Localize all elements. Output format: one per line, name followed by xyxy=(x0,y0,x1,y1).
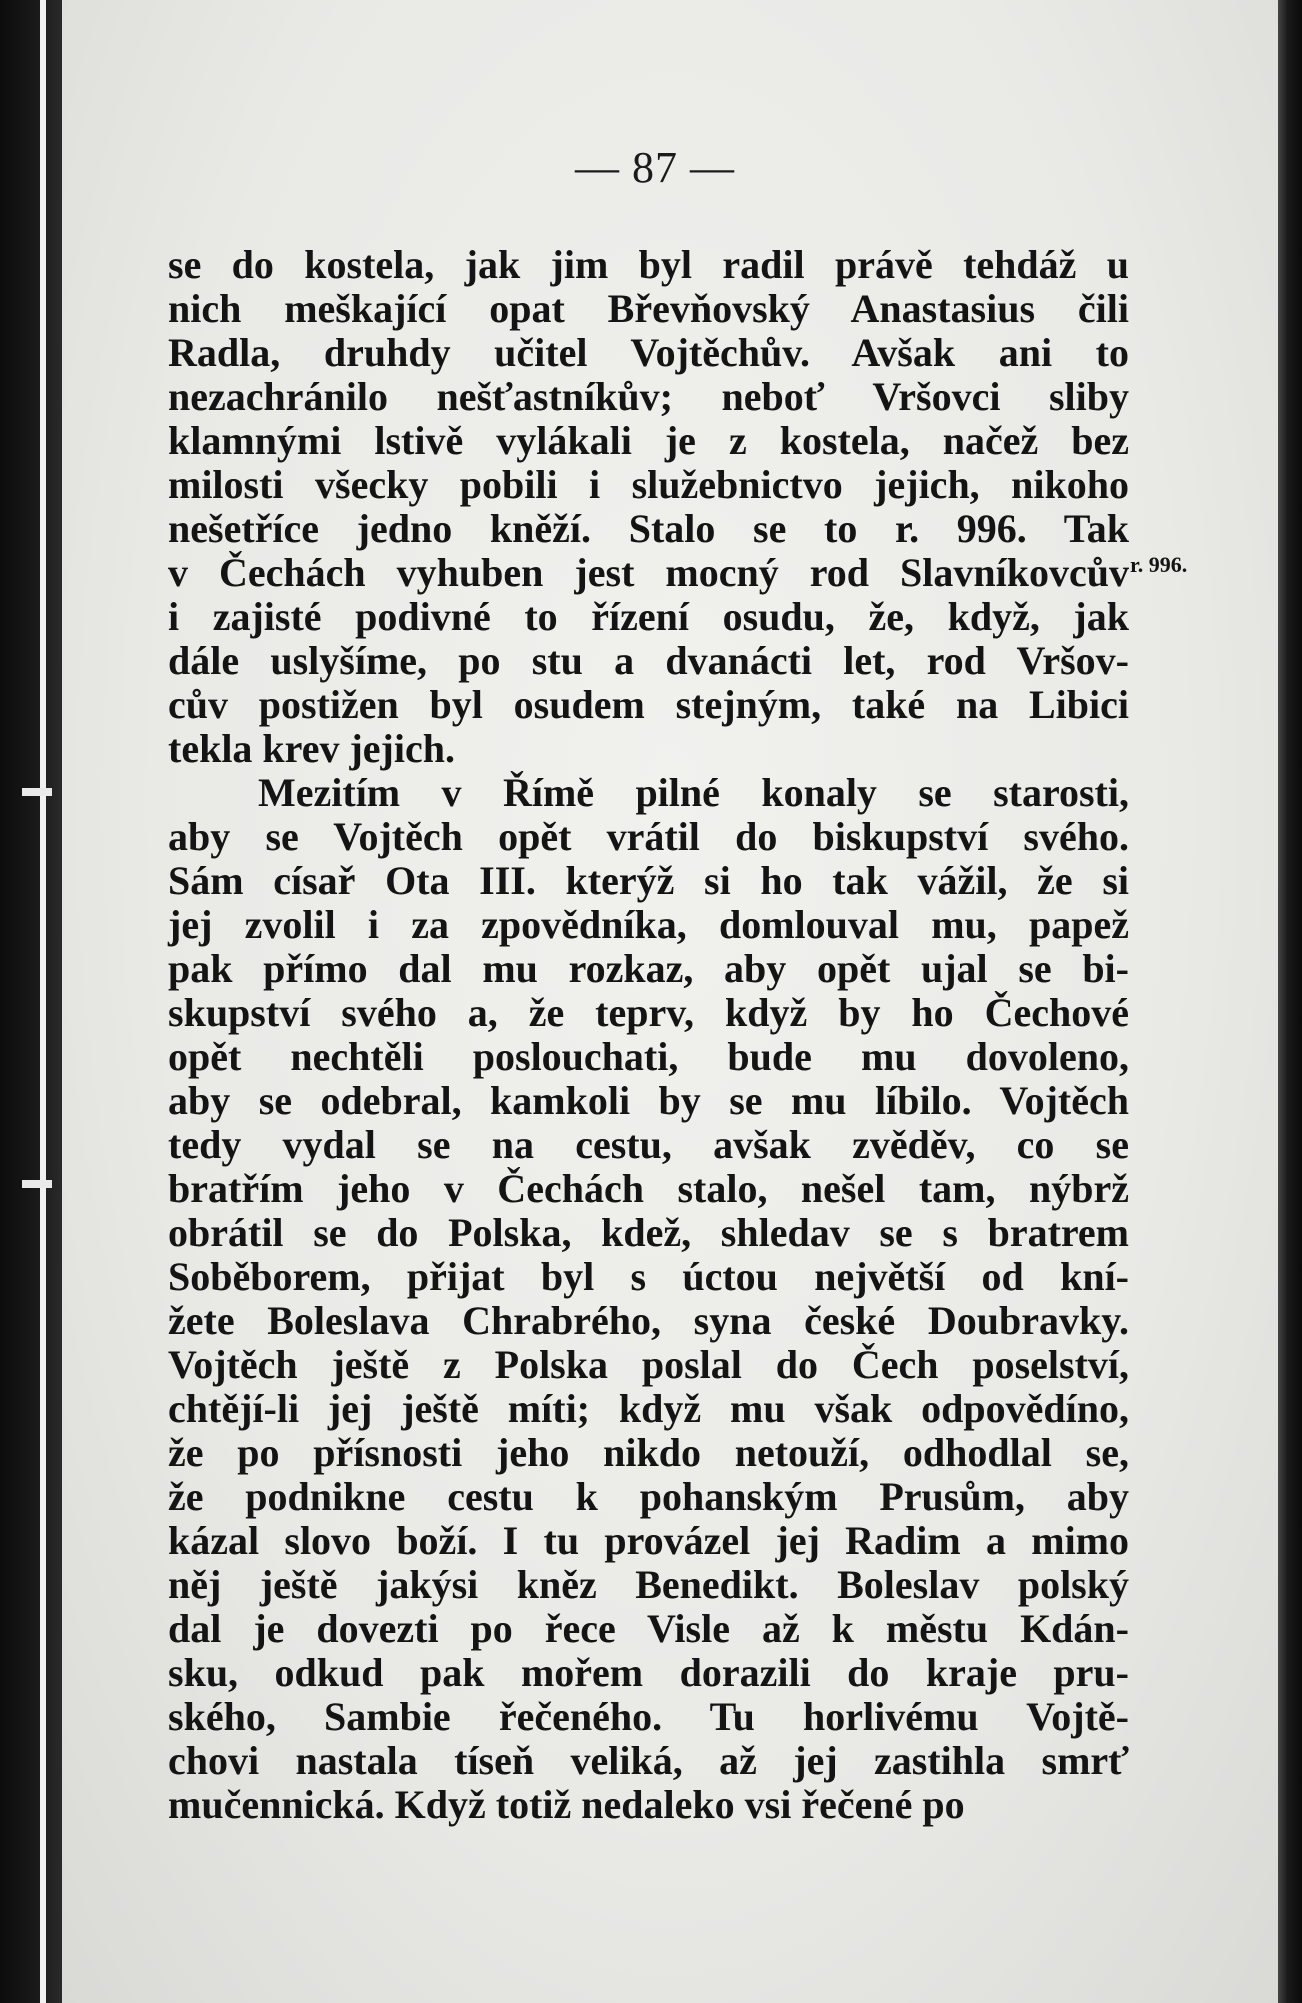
text-line: dal je dovezti po řece Visle až k městu Kdán- xyxy=(168,1606,1129,1651)
text-line: tekla krev jejich. xyxy=(168,726,455,771)
body-text xyxy=(168,243,1129,1827)
text-line: klamnými lstivě vylákali je z kostela, načež bez xyxy=(168,418,1129,463)
text-line: Vojtěch ještě z Polska poslal do Čech poselství, xyxy=(168,1342,1129,1387)
text-line: pak přímo dal mu rozkaz, aby opět ujal se bi- xyxy=(168,946,1129,991)
text-line: kázal slovo boží. I tu provázel jej Radim a mimo xyxy=(168,1518,1129,1563)
text-line: dále uslyšíme, po stu a dvanácti let, rod Vršov- xyxy=(168,638,1129,683)
text-line: že podnikne cestu k pohanským Prusům, aby xyxy=(168,1474,1129,1519)
text-line: nich meškající opat Břevňovský Anastasius čili xyxy=(168,286,1129,331)
text-line: Soběborem, přijat byl s úctou největší od kní- xyxy=(168,1254,1129,1299)
text-line: nešetříce jedno kněží. Stalo se to r. 996. Tak xyxy=(168,506,1129,551)
text-line: žete Boleslava Chrabrého, syna české Doubravky. xyxy=(168,1298,1129,1343)
text-line: se do kostela, jak jim byl radil právě tehdáž u xyxy=(168,242,1129,287)
text-line: aby se odebral, kamkoli by se mu líbilo. Vojtěch xyxy=(168,1078,1129,1123)
text-line: cův postižen byl osudem stejným, také na Libici xyxy=(168,682,1129,727)
text-line: obrátil se do Polska, kdež, shledav se s bratrem xyxy=(168,1210,1129,1255)
scan-left-border xyxy=(0,0,62,2003)
text-line: tedy vydal se na cestu, avšak zvěděv, co se xyxy=(168,1122,1129,1167)
scan-border-rule xyxy=(40,0,46,2003)
text-line: nezachránilo nešťastníkův; neboť Vršovci sliby xyxy=(168,374,1129,419)
text-line: sku, odkud pak mořem dorazili do kraje pru- xyxy=(168,1650,1129,1695)
text-line: Mezitím v Římě pilné konaly se starosti, xyxy=(258,770,1129,815)
scan-border-tick xyxy=(22,1180,52,1188)
text-line: že po přísnosti jeho nikdo netouží, odhodlal se, xyxy=(168,1430,1129,1475)
text-line: Sám císař Ota III. kterýž si ho tak vážil, že si xyxy=(168,858,1129,903)
text-line: něj ještě jakýsi kněz Benedikt. Boleslav polský xyxy=(168,1562,1129,1607)
text-line: ského, Sambie řečeného. Tu horlivému Vojtě- xyxy=(168,1694,1129,1739)
text-line: chovi nastala tíseň veliká, až jej zastihla smrť xyxy=(168,1738,1129,1783)
scan-border-tick xyxy=(22,788,52,796)
text-line: chtějí-li jej ještě míti; když mu však odpovědíno, xyxy=(168,1386,1129,1431)
text-line: skupství svého a, že teprv, když by ho Čechové xyxy=(168,990,1129,1035)
text-line: i zajisté podivné to řízení osudu, že, když, jak xyxy=(168,594,1129,639)
text-line: opět nechtěli poslouchati, bude mu dovoleno, xyxy=(168,1034,1129,1079)
text-line: jej zvolil i za zpovědníka, domlouval mu, papež xyxy=(168,902,1129,947)
scan-right-border xyxy=(1278,0,1302,2003)
text-line: milosti všecky pobili i služebnictvo jejich, nikoho xyxy=(168,462,1129,507)
text-line: aby se Vojtěch opět vrátil do biskupství svého. xyxy=(168,814,1129,859)
margin-note-year: r. 996. xyxy=(1130,552,1188,577)
text-line: mučennická. Když totiž nedaleko vsi řečené po xyxy=(168,1782,965,1827)
page-number: — 87 — xyxy=(575,143,735,192)
text-line: v Čechách vyhuben jest mocný rod Slavníkovcův xyxy=(168,550,1129,595)
text-line: bratřím jeho v Čechách stalo, nešel tam, nýbrž xyxy=(168,1166,1129,1211)
text-line: Radla, druhdy učitel Vojtěchův. Avšak ani to xyxy=(168,330,1129,375)
